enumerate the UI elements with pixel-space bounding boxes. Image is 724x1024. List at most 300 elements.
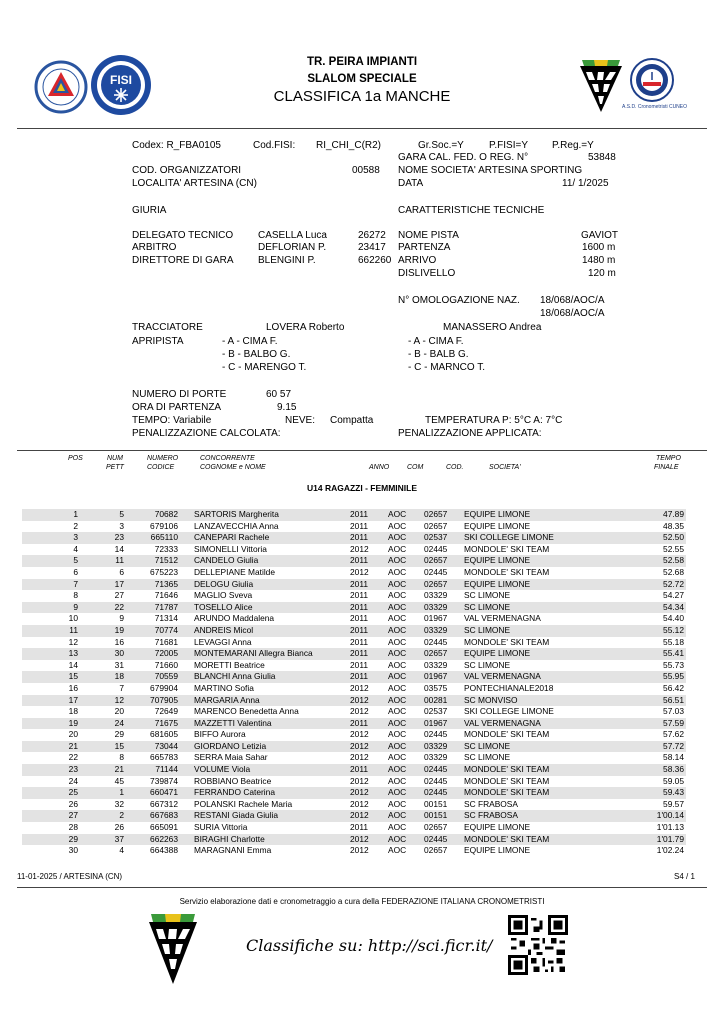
col-numero-1: NUMERO — [147, 455, 179, 462]
apripista-c-2: - C - MARNCO T. — [408, 362, 486, 373]
result-club-code: 01967 — [422, 671, 462, 683]
result-club-code: 02657 — [422, 579, 462, 591]
result-time: 54.27 — [663, 590, 684, 601]
result-bib: 3 — [119, 520, 124, 531]
result-committee: AOC — [386, 555, 422, 567]
result-year: 2011 — [348, 671, 386, 683]
result-bib: 32 — [114, 798, 124, 809]
result-committee: AOC — [386, 602, 422, 614]
neve-value: Compatta — [330, 415, 374, 426]
result-year: 2011 — [350, 520, 369, 531]
result-name: ANDREIS Micol — [180, 625, 348, 637]
result-pos: 22 — [68, 752, 78, 763]
result-club-code: 02657 — [422, 648, 462, 660]
table-row — [22, 532, 686, 544]
result-bib: 27 — [114, 590, 124, 601]
result-club-code: 02537 — [424, 706, 448, 717]
result-bib: 15 — [80, 741, 126, 753]
result-club: EQUIPE LIMONE — [462, 509, 616, 521]
table-row — [22, 602, 686, 614]
result-time: 55.73 — [663, 659, 684, 670]
tracciatore-1: LOVERA Roberto — [266, 322, 345, 333]
nome-pista-value: GAVIOT — [581, 230, 619, 241]
arbitro-label: ARBITRO — [132, 242, 177, 253]
result-bib: 17 — [80, 579, 126, 591]
result-time: 1'01.13 — [656, 822, 684, 833]
result-club-code: 02445 — [424, 636, 448, 647]
result-code: 70682 — [126, 509, 180, 521]
table-row — [22, 787, 686, 799]
result-time: 1'01.79 — [616, 834, 686, 846]
result-bib: 31 — [114, 659, 124, 670]
result-committee: AOC — [388, 729, 407, 740]
result-committee: AOC — [388, 706, 407, 717]
temperatura: TEMPERATURA P: 5°C A: 7°C — [425, 415, 563, 426]
result-time: 52.55 — [663, 543, 684, 554]
table-row — [22, 729, 686, 741]
result-code: 70559 — [126, 671, 180, 683]
result-year: 2011 — [348, 718, 386, 730]
result-club-code: 02445 — [424, 543, 448, 554]
result-club: SC LIMONE — [464, 752, 511, 763]
cronometristi-caption: A.S.D. Cronometristi CUNEO — [622, 104, 688, 110]
nome-pista-label: NOME PISTA — [398, 230, 459, 241]
result-club: EQUIPE LIMONE — [464, 520, 531, 531]
table-row — [22, 834, 686, 846]
result-committee: AOC — [386, 764, 422, 776]
table-row — [22, 683, 686, 695]
cod-fisi-value: RI_CHI_C(R2) — [316, 140, 382, 151]
fisi-logo-text: FISI — [109, 73, 133, 87]
result-pos: 4 — [73, 543, 78, 554]
apripista-b-1: - B - BALBO G. — [222, 349, 291, 360]
nome-societa: NOME SOCIETA' ARTESINA SPORTING — [398, 165, 583, 176]
result-year: 2011 — [348, 625, 386, 637]
classifiche-link[interactable]: Classifiche su: http://sci.ficr.it/ — [246, 936, 493, 955]
result-pos: 20 — [68, 729, 78, 740]
table-row — [22, 660, 686, 672]
result-code: 72649 — [154, 706, 178, 717]
result-club: SKI COLLEGE LIMONE — [464, 706, 554, 717]
result-name: RESTANI Giada Giulia — [180, 810, 348, 822]
cod-fisi-label: Cod.FISI: — [253, 140, 296, 151]
result-club-code: 03329 — [424, 752, 448, 763]
result-time: 59.05 — [663, 775, 684, 786]
result-pos: 28 — [68, 822, 78, 833]
result-committee: AOC — [386, 787, 422, 799]
result-committee: AOC — [388, 543, 407, 554]
result-pos: 6 — [73, 566, 78, 577]
col-pos: POS — [68, 455, 83, 462]
result-club-code: 02445 — [424, 566, 448, 577]
result-name: MONTEMARANI Allegra Bianca — [180, 648, 348, 660]
result-pos: 16 — [68, 682, 78, 693]
result-year: 2012 — [348, 810, 386, 822]
result-pos: 9 — [22, 602, 80, 614]
result-code: 707905 — [126, 695, 180, 707]
result-year: 2011 — [348, 509, 386, 521]
delegato-label: DELEGATO TECNICO — [132, 230, 234, 241]
result-club: EQUIPE LIMONE — [464, 845, 531, 856]
classification-title: CLASSIFICA 1a MANCHE — [273, 88, 451, 105]
result-club: MONDOLE' SKI TEAM — [464, 775, 550, 786]
table-row — [22, 579, 686, 591]
result-code: 665091 — [150, 822, 178, 833]
result-committee: AOC — [388, 845, 407, 856]
result-year: 2012 — [350, 752, 369, 763]
result-bib: 14 — [114, 543, 124, 554]
col-tempo-2: FINALE — [654, 464, 679, 471]
result-club-code: 02657 — [424, 520, 448, 531]
col-num-1: NUM — [107, 455, 123, 462]
result-club-code: 02445 — [424, 775, 448, 786]
result-pos: 8 — [73, 590, 78, 601]
footer-date-place: 11-01-2025 / ARTESINA (CN) — [17, 872, 123, 881]
table-row — [22, 521, 686, 533]
result-time: 47.89 — [616, 509, 686, 521]
result-committee: AOC — [386, 509, 422, 521]
result-bib: 11 — [80, 555, 126, 567]
result-time: 52.72 — [616, 579, 686, 591]
result-year: 2011 — [348, 532, 386, 544]
data-value: 11/ 1/2025 — [562, 178, 609, 189]
result-bib: 30 — [80, 648, 126, 660]
table-row — [22, 509, 686, 521]
result-club: VAL VERMENAGNA — [464, 613, 541, 624]
result-committee: AOC — [388, 798, 407, 809]
result-year: 2012 — [350, 543, 369, 554]
info-divider — [17, 450, 707, 451]
result-name: GIORDANO Letizia — [180, 741, 348, 753]
result-time: 48.35 — [663, 520, 684, 531]
result-name: SARTORIS Margherita — [180, 509, 348, 521]
result-code: 667683 — [126, 810, 180, 822]
result-pos: 26 — [68, 798, 78, 809]
result-pos: 10 — [68, 613, 78, 624]
result-bib: 45 — [114, 775, 124, 786]
result-club-code: 03329 — [424, 659, 448, 670]
result-committee: AOC — [388, 659, 407, 670]
result-bib: 9 — [119, 613, 124, 624]
result-bib: 16 — [114, 636, 124, 647]
result-committee: AOC — [386, 810, 422, 822]
result-name: TOSELLO Alice — [180, 602, 348, 614]
result-club: MONDOLE' SKI TEAM — [464, 566, 550, 577]
gr-soc: Gr.Soc.=Y — [418, 140, 464, 151]
result-committee: AOC — [386, 671, 422, 683]
result-year: 2011 — [350, 590, 369, 601]
localita: LOCALITA' ARTESINA (CN) — [132, 178, 257, 189]
result-time: 58.14 — [663, 752, 684, 763]
footer-divider — [17, 887, 707, 888]
result-bib: 2 — [80, 810, 126, 822]
table-row — [22, 810, 686, 822]
result-pos: 17 — [22, 695, 80, 707]
result-name: MAZZETTI Valentina — [180, 718, 348, 730]
result-club-code: 00151 — [422, 810, 462, 822]
result-club-code: 03329 — [422, 602, 462, 614]
table-row — [22, 671, 686, 683]
result-year: 2012 — [350, 729, 369, 740]
result-code: 665783 — [150, 752, 178, 763]
result-name: MAGLIO Sveva — [194, 590, 253, 601]
result-bib: 29 — [114, 729, 124, 740]
results-table — [22, 509, 686, 857]
result-code: 72333 — [154, 543, 178, 554]
result-name: FERRANDO Caterina — [180, 787, 348, 799]
apripista-a-1: - A - CIMA F. — [222, 336, 278, 347]
result-committee: AOC — [388, 822, 407, 833]
result-club: EQUIPE LIMONE — [462, 579, 616, 591]
result-pos: 18 — [68, 706, 78, 717]
giuria-heading: GIURIA — [132, 205, 167, 216]
category-title: U14 RAGAZZI - FEMMINILE — [306, 483, 418, 493]
result-year: 2012 — [350, 682, 369, 693]
result-club: SKI COLLEGE LIMONE — [462, 532, 616, 544]
result-pos: 5 — [22, 555, 80, 567]
result-code: 681605 — [150, 729, 178, 740]
result-name: SERRA Maia Sahar — [194, 752, 268, 763]
result-pos: 14 — [68, 659, 78, 670]
result-bib: 21 — [80, 764, 126, 776]
result-bib: 5 — [80, 509, 126, 521]
result-time: 57.62 — [663, 729, 684, 740]
result-club-code: 02445 — [424, 729, 448, 740]
result-bib: 26 — [114, 822, 124, 833]
ora-partenza-label: ORA DI PARTENZA — [132, 402, 222, 413]
result-committee: AOC — [388, 752, 407, 763]
result-code: 679904 — [150, 682, 178, 693]
data-label: DATA — [398, 178, 424, 189]
table-row — [22, 706, 686, 718]
result-year: 2011 — [348, 764, 386, 776]
result-committee: AOC — [386, 718, 422, 730]
result-time: 1'00.14 — [616, 810, 686, 822]
result-name: ARUNDO Maddalena — [194, 613, 275, 624]
result-year: 2012 — [348, 834, 386, 846]
result-pos: 12 — [68, 636, 78, 647]
result-year: 2011 — [350, 636, 369, 647]
result-bib: 6 — [119, 566, 124, 577]
result-time: 59.43 — [616, 787, 686, 799]
result-year: 2011 — [350, 613, 369, 624]
arbitro-code: 23417 — [358, 242, 386, 253]
result-club-code: 02657 — [422, 509, 462, 521]
apripista-b-2: - B - BALB G. — [408, 349, 469, 360]
table-row — [22, 799, 686, 811]
result-year: 2012 — [348, 787, 386, 799]
table-row — [22, 613, 686, 625]
result-bib: 1 — [80, 787, 126, 799]
result-club: MONDOLE' SKI TEAM — [464, 543, 550, 554]
sci-club-artesina-logo — [34, 60, 88, 114]
result-name: VOLUME Viola — [180, 764, 348, 776]
result-time: 54.40 — [663, 613, 684, 624]
partenza-label: PARTENZA — [398, 242, 451, 253]
result-club-code: 02445 — [422, 834, 462, 846]
result-name: LANZAVECCHIA Anna — [194, 520, 279, 531]
footer-service: Servizio elaborazione dati e cronometraggio a cura della FEDERAZIONE ITALIANA CRONOMETRISTI — [179, 897, 545, 906]
table-row — [22, 544, 686, 556]
result-club: MONDOLE' SKI TEAM — [464, 636, 550, 647]
result-code: 664388 — [150, 845, 178, 856]
result-time: 57.03 — [663, 706, 684, 717]
result-name: BIRAGHI Charlotte — [180, 834, 348, 846]
result-year: 2011 — [348, 648, 386, 660]
result-pos: 11 — [22, 625, 80, 637]
qr-code-icon[interactable] — [508, 915, 568, 975]
result-pos: 3 — [22, 532, 80, 544]
result-name: BIFFO Aurora — [194, 729, 246, 740]
cod-org-label: COD. ORGANIZZATORI — [132, 165, 242, 176]
result-bib: 37 — [80, 834, 126, 846]
result-club-code: 03329 — [424, 590, 448, 601]
result-pos: 29 — [22, 834, 80, 846]
result-bib: 23 — [80, 532, 126, 544]
result-club: MONDOLE' SKI TEAM — [462, 787, 616, 799]
result-year: 2011 — [348, 602, 386, 614]
direttore-name: BLENGINI P. — [258, 255, 316, 266]
dislivello-value: 120 m — [588, 268, 616, 279]
result-code: 665110 — [126, 532, 180, 544]
result-year: 2012 — [350, 798, 369, 809]
codex: Codex: R_FBA0105 — [132, 140, 221, 151]
caratteristiche-heading: CARATTERISTICHE TECNICHE — [398, 205, 545, 216]
result-year: 2012 — [348, 741, 386, 753]
result-time: 56.42 — [663, 682, 684, 693]
result-time: 58.36 — [616, 764, 686, 776]
result-committee: AOC — [388, 636, 407, 647]
result-bib: 22 — [80, 602, 126, 614]
result-time: 57.72 — [616, 741, 686, 753]
numero-porte-label: NUMERO DI PORTE — [132, 389, 227, 400]
gara-cal-label: GARA CAL. FED. O REG. N° — [398, 152, 529, 163]
arrivo-value: 1480 m — [582, 255, 616, 266]
partenza-value: 1600 m — [582, 242, 616, 253]
result-name: SIMONELLI Vittoria — [194, 543, 267, 554]
table-row — [22, 590, 686, 602]
table-row — [22, 555, 686, 567]
result-name: POLANSKI Rachele Maria — [194, 798, 293, 809]
result-time: 55.41 — [616, 648, 686, 660]
col-anno: ANNO — [369, 464, 390, 471]
result-year: 2011 — [350, 659, 369, 670]
result-time: 52.58 — [616, 555, 686, 567]
result-code: 667312 — [150, 798, 178, 809]
p-reg: P.Reg.=Y — [552, 140, 594, 151]
result-club: SC LIMONE — [464, 590, 511, 601]
result-club: MONDOLE' SKI TEAM — [462, 764, 616, 776]
numero-porte-value: 60 57 — [266, 389, 292, 400]
result-code: 662263 — [126, 834, 180, 846]
result-time: 57.59 — [616, 718, 686, 730]
result-bib: 20 — [114, 706, 124, 717]
result-pos: 7 — [22, 579, 80, 591]
result-club-code: 02657 — [424, 822, 448, 833]
result-year: 2012 — [350, 845, 369, 856]
apripista-a-2: - A - CIMA F. — [408, 336, 464, 347]
result-club: SC LIMONE — [462, 625, 616, 637]
apripista-c-1: - C - MARENGO T. — [222, 362, 307, 373]
result-pos: 21 — [22, 741, 80, 753]
apripista-label: APRIPISTA — [132, 336, 184, 347]
result-code: 72005 — [126, 648, 180, 660]
omologazione-value-2: 18/068/AOC/A — [540, 308, 605, 319]
penalizzazione-applicata: PENALIZZAZIONE APPLICATA: — [398, 428, 542, 439]
result-code: 73044 — [126, 741, 180, 753]
direttore-code: 662260 — [358, 255, 392, 266]
result-committee: AOC — [386, 741, 422, 753]
result-time: 55.12 — [616, 625, 686, 637]
result-club: EQUIPE LIMONE — [462, 555, 616, 567]
col-com: COM — [407, 464, 424, 471]
table-row — [22, 648, 686, 660]
omologazione-value-1: 18/068/AOC/A — [540, 295, 605, 306]
omologazione-label: N° OMOLOGAZIONE NAZ. — [398, 295, 520, 306]
result-committee: AOC — [388, 566, 407, 577]
result-code: 71660 — [154, 659, 178, 670]
result-club: SC FRABOSA — [464, 798, 518, 809]
result-club: EQUIPE LIMONE — [464, 822, 531, 833]
result-code: 71365 — [126, 579, 180, 591]
result-club: PONTECHIANALE2018 — [464, 682, 554, 693]
result-club-code: 02657 — [424, 845, 448, 856]
result-year: 2011 — [350, 822, 369, 833]
result-committee: AOC — [388, 520, 407, 531]
result-bib: 4 — [119, 845, 124, 856]
result-year: 2012 — [350, 566, 369, 577]
result-committee: AOC — [388, 682, 407, 693]
result-year: 2012 — [350, 706, 369, 717]
result-code: 71675 — [126, 718, 180, 730]
result-name: DELOGU Giulia — [180, 579, 348, 591]
result-code: 660471 — [126, 787, 180, 799]
cod-org-value: 00588 — [352, 165, 380, 176]
penalizzazione-calcolata: PENALIZZAZIONE CALCOLATA: — [132, 428, 281, 439]
result-name: MORETTI Beatrice — [194, 659, 265, 670]
result-committee: AOC — [388, 613, 407, 624]
result-committee: AOC — [386, 695, 422, 707]
delegato-name: CASELLA Luca — [258, 230, 327, 241]
result-club: MONDOLE' SKI TEAM — [464, 729, 550, 740]
result-club-code: 03575 — [424, 682, 448, 693]
dislivello-label: DISLIVELLO — [398, 268, 456, 279]
table-row — [22, 776, 686, 788]
p-fisi: P.FISI=Y — [489, 140, 529, 151]
result-bib: 12 — [80, 695, 126, 707]
result-name: MARENCO Benedetta Anna — [194, 706, 299, 717]
result-name: DELLEPIANE Matilde — [194, 566, 275, 577]
delegato-code: 26272 — [358, 230, 386, 241]
table-row — [22, 625, 686, 637]
result-bib: 19 — [80, 625, 126, 637]
col-concorrente-1: CONCORRENTE — [200, 455, 255, 462]
result-pos: 1 — [22, 509, 80, 521]
result-code: 675223 — [150, 566, 178, 577]
result-club-code: 01967 — [422, 718, 462, 730]
ora-partenza-value: 9.15 — [277, 402, 297, 413]
result-bib: 7 — [119, 682, 124, 693]
result-name: CANDELO Giulia — [180, 555, 348, 567]
result-club-code: 02445 — [422, 787, 462, 799]
event-title: TR. PEIRA IMPIANTI — [306, 56, 418, 68]
table-row — [22, 845, 686, 857]
result-time: 56.51 — [616, 695, 686, 707]
result-club-code: 00281 — [422, 695, 462, 707]
fisi-checkered-flag-footer-logo — [147, 912, 199, 986]
result-name: ROBBIANO Beatrice — [194, 775, 272, 786]
col-concorrente-2: COGNOME e NOME — [200, 464, 266, 471]
